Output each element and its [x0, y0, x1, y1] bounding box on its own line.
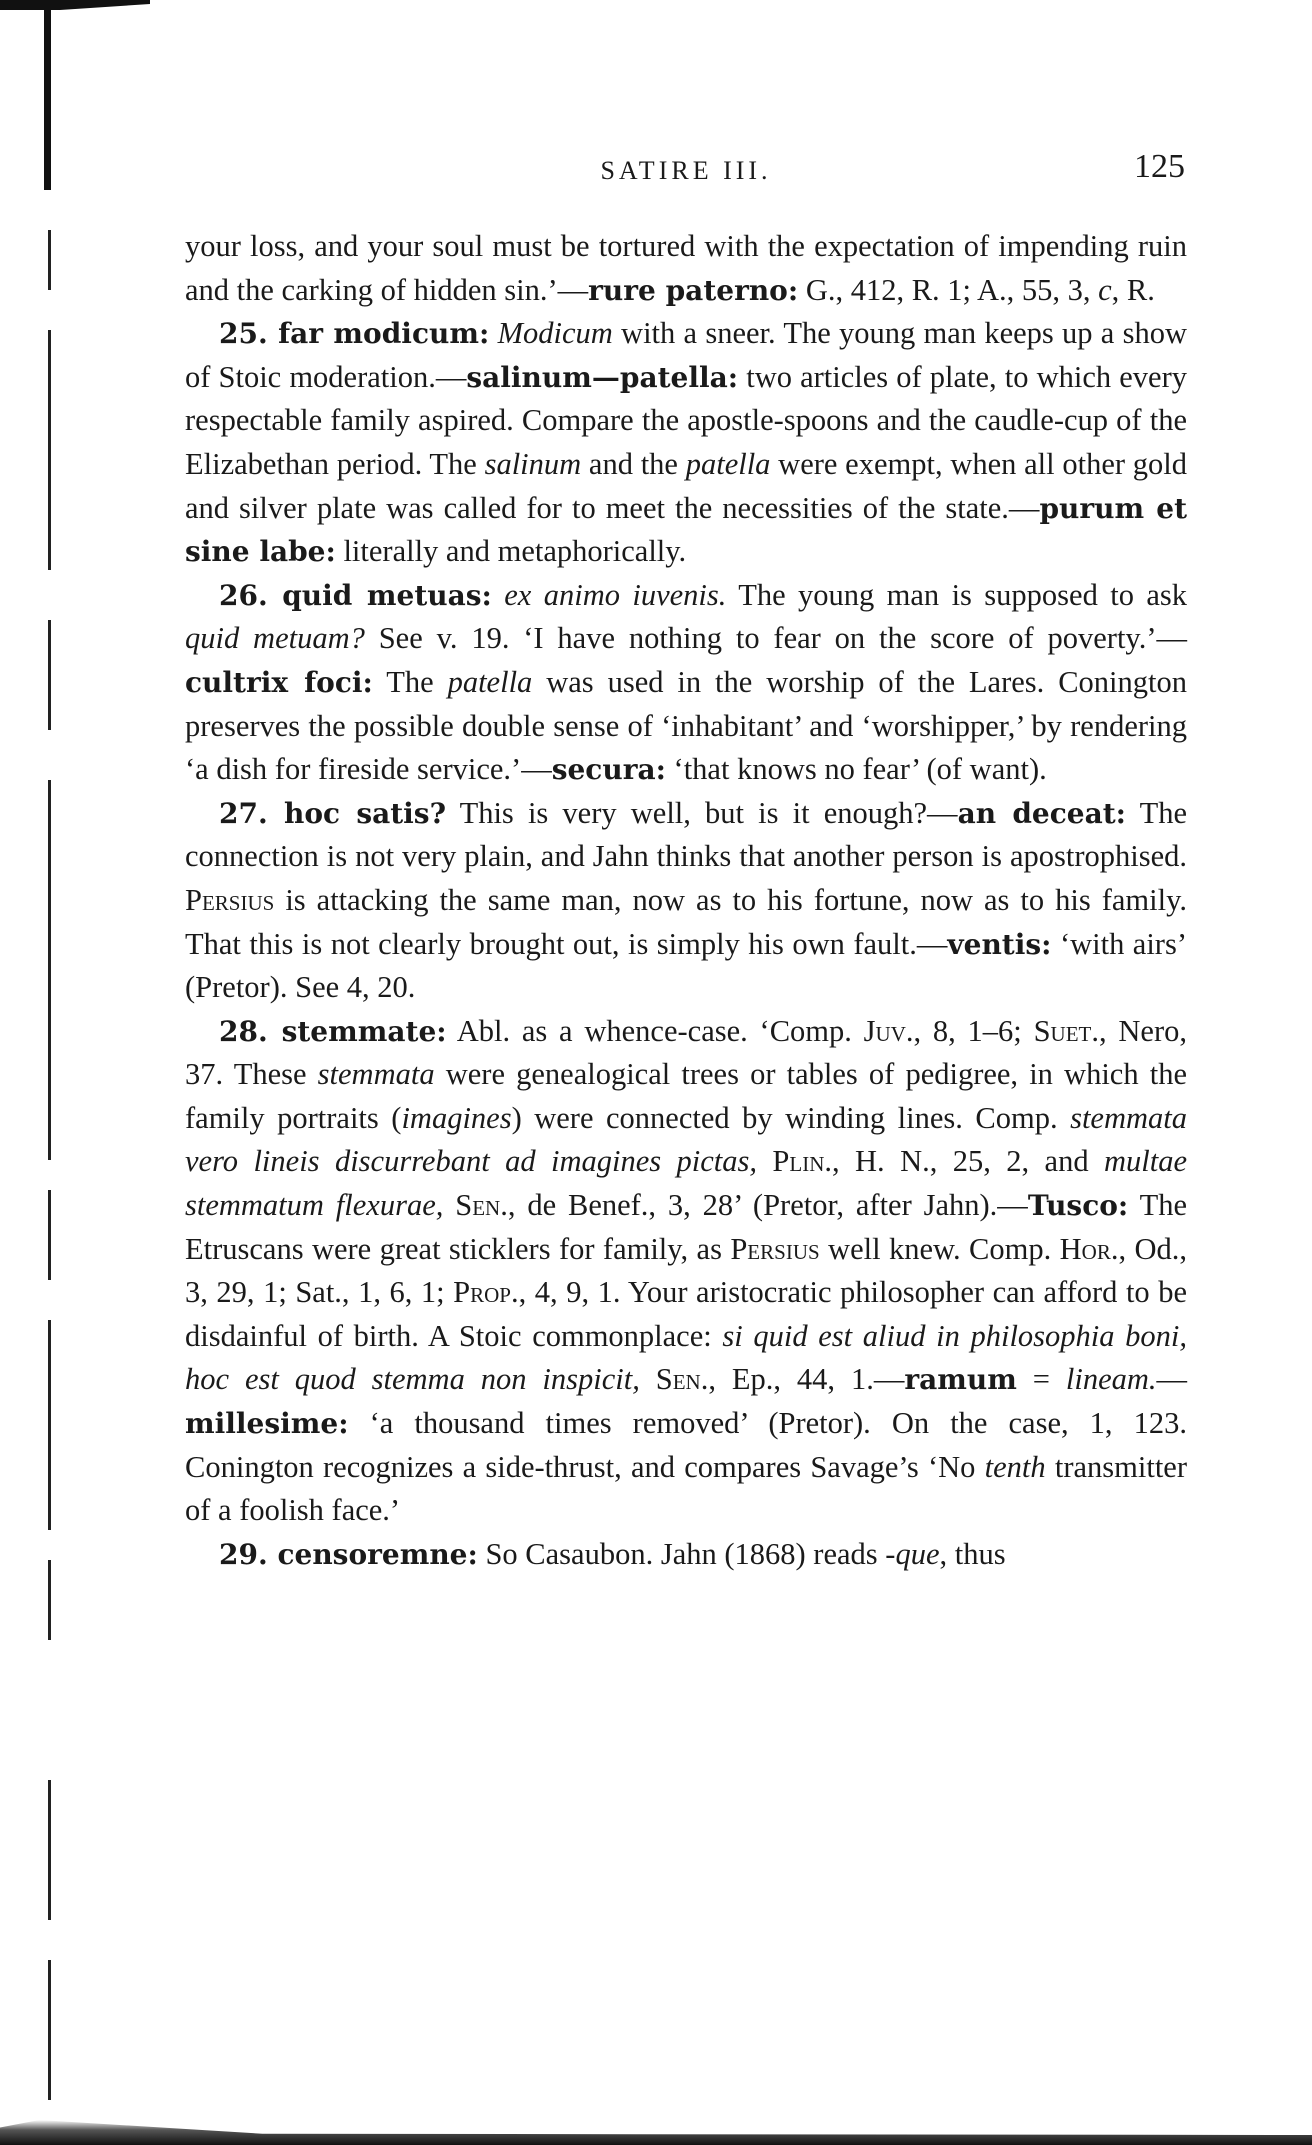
text-run: , de Benef., 3, 28’ (Pretor, after Jahn).—	[507, 1188, 1028, 1223]
text-run: two articles of plate, to which every respectable family aspired. Compare the apostle-spoons and the caudle-cup of the Elizabethan period. The	[185, 359, 1187, 481]
page-number: 125	[1134, 148, 1185, 185]
paragraph-note-27	[185, 792, 1187, 1010]
text-run: , thus	[939, 1536, 1006, 1571]
scan-edge-mark	[48, 330, 51, 570]
text-run	[489, 316, 497, 350]
scan-edge-mark	[48, 1190, 51, 1280]
italic-text: salinum	[484, 446, 582, 481]
text-run: your loss, and your soul must be tortured with the expectation of impending ruin and the carking of hidden sin.’—	[185, 229, 1187, 307]
text-run: See v. 19. ‘I have nothing to fear on the score of poverty.’—	[364, 621, 1187, 656]
text-run: , Ep., 44, 1.—	[708, 1362, 905, 1397]
text-run: is attacking the same man, now as to his fortune, now as to his family. That this is not clearly brought out, is simply his own fault.—	[185, 882, 1187, 961]
lemma-term: purum et sine labe:	[185, 491, 1187, 569]
paragraph-note-28	[185, 1010, 1187, 1533]
italic-text: imagines	[401, 1100, 512, 1135]
text-run: , 8, 1–6;	[913, 1013, 1034, 1048]
paragraph-note-29	[185, 1533, 1187, 1577]
text-run: ‘a thousand times removed’ (Pretor). On the case, 1, 123. Conington recognizes a side-thrust, and compares Savage’s ‘No	[185, 1406, 1187, 1484]
lemma-term: ramum	[904, 1363, 1017, 1397]
italic-text: ex animo iuvenis.	[504, 577, 727, 612]
scan-edge-mark	[48, 230, 51, 290]
scan-edge-mark	[48, 1780, 51, 1920]
author-abbrev: Juv.	[863, 1013, 914, 1048]
text-run: ) were connected by winding lines. Comp.	[511, 1100, 1071, 1135]
italic-text: stemmata vero lineis discurrebant ad imagines pictas,	[185, 1100, 1187, 1179]
scan-edge-bottom	[0, 2120, 1312, 2145]
text-run: literally and metaphorically.	[335, 534, 687, 569]
text-run: ‘with airs’ (Pretor). See 4, 20.	[185, 926, 1187, 1005]
italic-text: -que	[885, 1536, 940, 1571]
lemma-term: 28. stemmate:	[219, 1014, 447, 1048]
lemma-term: Tusco:	[1027, 1189, 1129, 1223]
text-run: , Nero, 37. These	[185, 1013, 1187, 1092]
text-run	[640, 1362, 656, 1396]
scan-edge-mark	[48, 1320, 51, 1530]
lemma-term: 26. quid metuas:	[219, 578, 492, 612]
lemma-term: salinum—patella:	[466, 360, 739, 394]
italic-text: si quid est aliud in philosophia boni, hoc est quod stemma non inspicit,	[185, 1318, 1188, 1397]
text-run: The young man is supposed to ask	[726, 577, 1187, 612]
paragraph-note-25	[185, 312, 1187, 574]
author-abbrev: Suet.	[1033, 1013, 1099, 1048]
author-abbrev: Plin.	[772, 1144, 832, 1179]
author-abbrev: Sen.	[655, 1362, 709, 1397]
italic-text: patella	[685, 446, 771, 481]
text-run: ‘that knows no fear’ (of want).	[665, 752, 1047, 787]
lemma-term: cultrix foci:	[185, 665, 373, 699]
text-run: , 4, 9, 1. Your aristocratic philosopher can afford to be disdainful of birth. A Stoic commonplace:	[185, 1275, 1188, 1353]
scan-edge-mark	[48, 620, 51, 730]
text-run: =	[1016, 1362, 1066, 1397]
text-run: So Casaubon. Jahn (1868) reads	[477, 1536, 886, 1571]
italic-text: tenth	[984, 1449, 1046, 1484]
author-abbrev: Sen.	[455, 1188, 508, 1223]
lemma-term: ventis:	[947, 927, 1052, 961]
text-run	[757, 1144, 772, 1178]
text-run: The connection is not very plain, and Jahn thinks that another person is apostrophised.	[185, 795, 1188, 874]
italic-text: c	[1098, 272, 1112, 307]
text-run: were genealogical trees or tables of pedigree, in which the family portraits (	[185, 1057, 1187, 1135]
running-title: SATIRE III.	[600, 156, 772, 185]
text-run: This is very well, but is it enough?—	[445, 795, 958, 830]
italic-text: Modicum	[497, 316, 613, 351]
text-run: was used in the worship of the Lares. Conington preserves the possible double sense of ‘inhabitant’ and ‘worshipper,’ by rendering ‘a dish for fireside service.’—	[185, 664, 1187, 787]
paragraph-note-26	[185, 574, 1187, 792]
author-abbrev: Prop.	[453, 1275, 519, 1310]
lemma-term: an deceat:	[957, 796, 1126, 830]
paragraph-note-24-cont	[185, 225, 1187, 312]
italic-text: multae stemmatum flexurae,	[185, 1144, 1188, 1223]
text-run	[492, 578, 504, 612]
text-run: , H. N., 25, 2, and	[832, 1144, 1104, 1179]
scan-edge-mark	[48, 1560, 51, 1640]
text-run: and the	[581, 446, 686, 481]
text-run: The Etruscans were great sticklers for family, as	[185, 1188, 1187, 1266]
text-run: with a sneer. The young man keeps up a show of Stoic moderation.—	[185, 316, 1188, 394]
text-run: G., 412, R. 1; A., 55, 3,	[798, 272, 1099, 307]
italic-text: quid metuam?	[185, 621, 365, 656]
author-abbrev: Hor.	[1059, 1231, 1119, 1266]
text-run: Abl. as a whence-case. ‘Comp.	[446, 1013, 864, 1048]
text-run	[443, 1188, 455, 1222]
scan-edge-mark	[48, 780, 51, 1160]
lemma-term: 27. hoc satis?	[219, 796, 446, 830]
text-run: , R.	[1111, 272, 1155, 307]
scan-edge-left	[44, 0, 51, 190]
lemma-term: rure paterno:	[588, 273, 799, 307]
text-run: , Od., 3, 29, 1; Sat., 1, 6, 1;	[185, 1231, 1187, 1310]
text-run: well knew. Comp.	[819, 1231, 1060, 1266]
lemma-term: 25. far modicum:	[219, 317, 490, 351]
lemma-term: secura:	[551, 753, 666, 787]
page-header	[185, 148, 1187, 198]
author-abbrev: Persius	[730, 1231, 820, 1266]
scan-edge-top	[0, 0, 150, 10]
text-run: were exempt, when all other gold and silver plate was called for to meet the necessities of the state.—	[185, 446, 1187, 525]
italic-text: patella	[447, 664, 533, 699]
lemma-term: 29. censoremne:	[219, 1537, 478, 1571]
italic-text: stemmata	[317, 1057, 435, 1092]
italic-text: lineam.	[1065, 1362, 1157, 1397]
text-run: —	[1156, 1362, 1188, 1397]
commentary-text	[185, 225, 1187, 1576]
lemma-term: millesime:	[185, 1407, 349, 1441]
scan-edge-mark	[48, 1960, 51, 2100]
text-run: transmitter of a foolish face.’	[185, 1449, 1187, 1528]
text-run: The	[372, 664, 448, 699]
author-abbrev: Persius	[185, 882, 275, 917]
